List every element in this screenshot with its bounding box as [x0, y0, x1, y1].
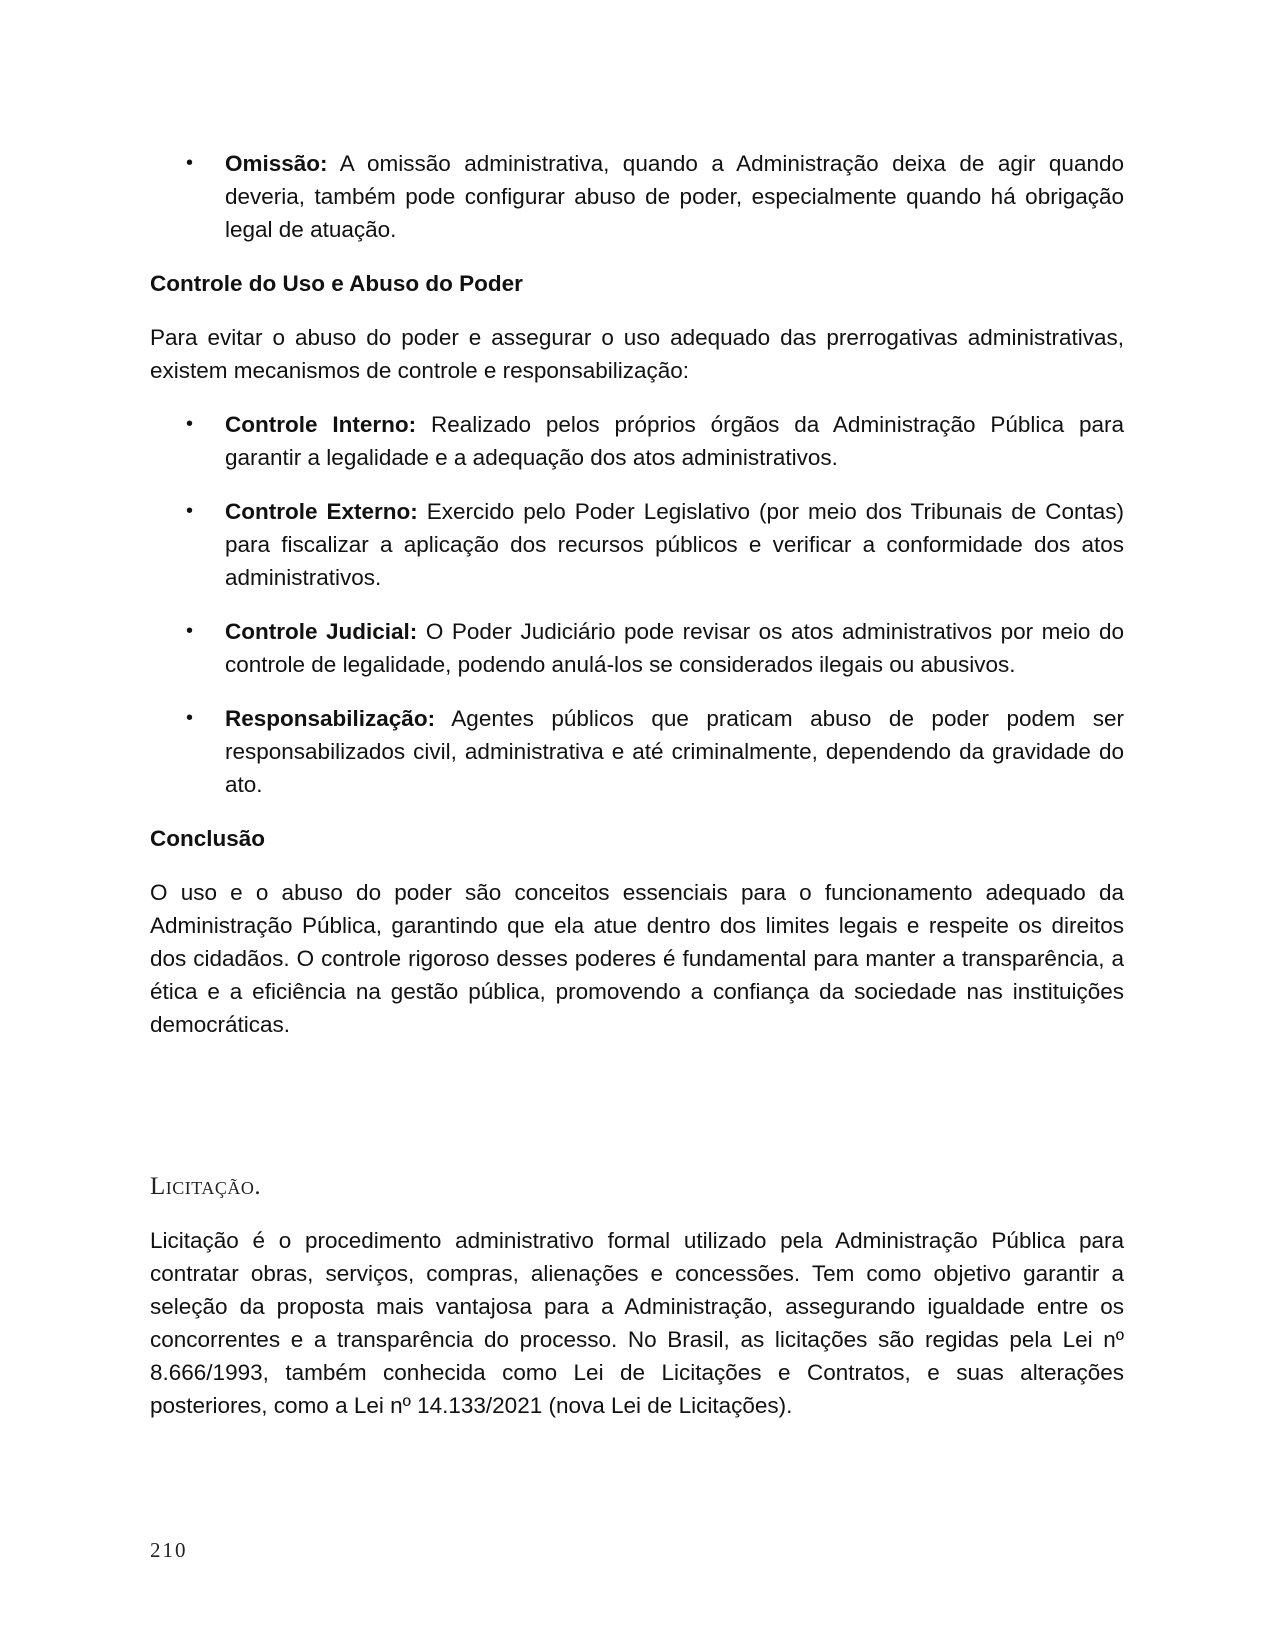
chapter-heading-licitacao: Licitação.	[150, 1173, 262, 1200]
bullet-icon: •	[186, 620, 194, 642]
bullet-icon: •	[186, 707, 194, 729]
bullet-term: Controle Externo:	[225, 499, 418, 524]
licitacao-paragraph: Licitação é o procedimento administrativo formal utilizado pela Administração Pública para contratar obras, serviços, compras, alienações e concessões. Tem como objetivo garantir a seleção da proposta mais vantajosa para a Administração, assegurando igualdade entre os concorrentes e a transparência do processo. No Brasil, as licitações são regidas pela Lei nº 8.666/1993, também conhecida como Lei de Licitações e Contratos, e suas alterações posteriores, como a Lei nº 14.133/2021 (nova Lei de Licitações).	[150, 1228, 1124, 1418]
bullet-controle-externo	[150, 495, 1124, 594]
bullet-omissao	[150, 147, 1124, 246]
bullet-icon: •	[186, 500, 194, 522]
page-content	[150, 147, 1124, 1443]
bullet-icon: •	[186, 413, 194, 435]
bullet-term: Controle Judicial:	[225, 619, 418, 644]
page-number: 210	[150, 1538, 188, 1562]
bullet-controle-interno	[150, 408, 1124, 474]
bullet-text: Exercido pelo Poder Legislativo (por meio dos Tribunais de Contas) para fiscalizar a aplicação dos recursos públicos e verificar a conformidade dos atos administrativos.	[225, 499, 1125, 590]
bullet-text: Realizado pelos próprios órgãos da Administração Pública para garantir a legalidade e a adequação dos atos administrativos.	[225, 412, 1125, 470]
bullet-controle-judicial	[150, 615, 1124, 681]
bullet-responsabilizacao	[150, 702, 1124, 801]
conclusion-paragraph: O uso e o abuso do poder são conceitos essenciais para o funcionamento adequado da Administração Pública, garantindo que ela atue dentro dos limites legais e respeite os direitos dos cidadãos. O controle rigoroso desses poderes é fundamental para manter a transparência, a ética e a eficiência na gestão pública, promovendo a confiança da sociedade nas instituições democráticas.	[150, 880, 1124, 1037]
controle-intro-paragraph: Para evitar o abuso do poder e assegurar o uso adequado das prerrogativas administrativas, existem mecanismos de controle e responsabilização:	[150, 325, 1124, 383]
section-heading-controle: Controle do Uso e Abuso do Poder	[150, 271, 523, 296]
bullet-term: Omissão:	[225, 151, 328, 176]
section-heading-conclusao: Conclusão	[150, 826, 266, 851]
bullet-text: A omissão administrativa, quando a Administração deixa de agir quando deveria, também pode configurar abuso de poder, especialmente quando há obrigação legal de atuação.	[225, 151, 1124, 242]
bullet-term: Responsabilização:	[225, 706, 436, 731]
bullet-text: Agentes públicos que praticam abuso de poder podem ser responsabilizados civil, administrativa e até criminalmente, dependendo da gravidade do ato.	[225, 706, 1124, 797]
bullet-icon: •	[186, 152, 194, 174]
spacer	[150, 1062, 1124, 1170]
bullet-text: O Poder Judiciário pode revisar os atos administrativos por meio do controle de legalidade, podendo anulá-los se considerados ilegais ou abusivos.	[225, 619, 1124, 677]
bullet-term: Controle Interno:	[225, 412, 417, 437]
